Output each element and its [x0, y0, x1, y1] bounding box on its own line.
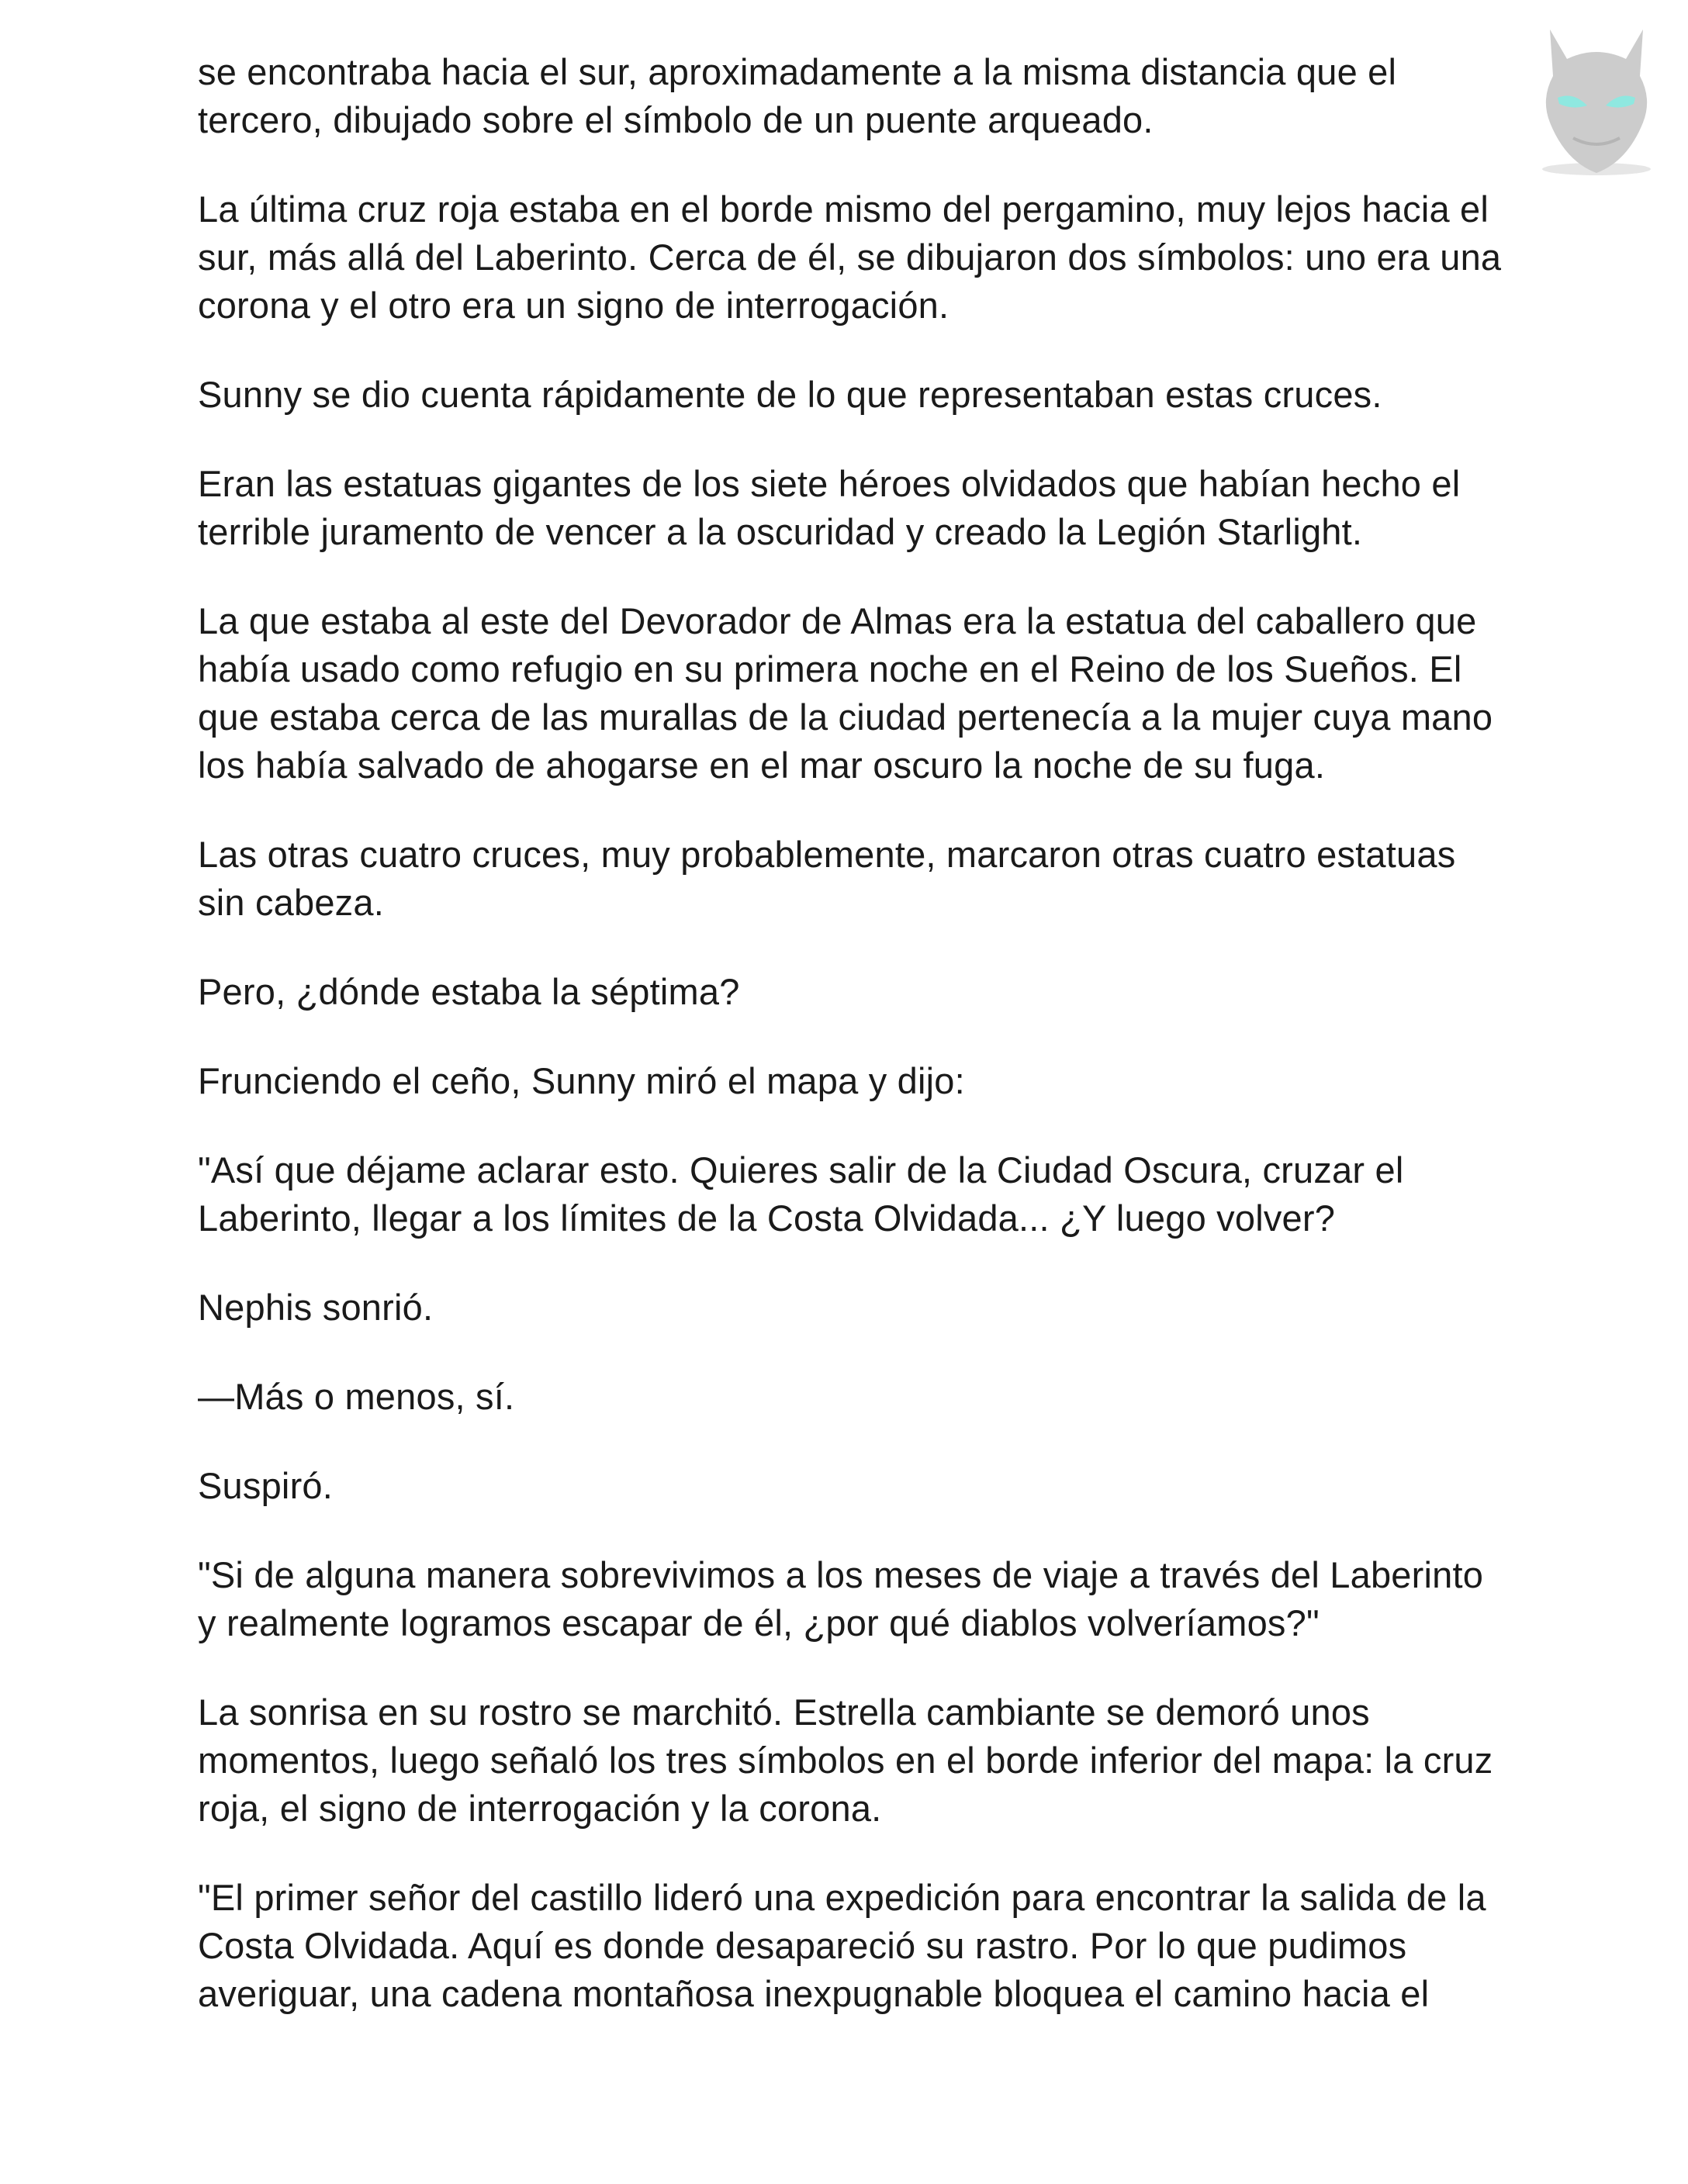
paragraph: La última cruz roja estaba en el borde mismo del pergamino, muy lejos hacia el sur, más allá del Laberinto. Cerca de él, se dibujaron dos símbolos: uno era una corona y el otro era un signo de interrogación.: [198, 188, 1502, 326]
paragraph: se encontraba hacia el sur, aproximadamente a la misma distancia que el tercero, dibujado sobre el símbolo de un puente arqueado.: [198, 51, 1397, 140]
paragraph: Frunciendo el ceño, Sunny miró el mapa y dijo:: [198, 1060, 965, 1101]
paragraph: Las otras cuatro cruces, muy probablemente, marcaron otras cuatro estatuas sin cabeza.: [198, 834, 1456, 923]
document-body: [198, 48, 1509, 2059]
paragraph: Pero, ¿dónde estaba la séptima?: [198, 971, 740, 1012]
paragraph: Suspiró.: [198, 1465, 334, 1506]
paragraph: —Más o menos, sí.: [198, 1376, 515, 1417]
paragraph: Eran las estatuas gigantes de los siete héroes olvidados que habían hecho el terrible juramento de vencer a la oscuridad y creado la Legión Starlight.: [198, 463, 1461, 552]
paragraph: La sonrisa en su rostro se marchitó. Estrella cambiante se demoró unos momentos, luego señaló los tres símbolos en el borde inferior del mapa: la cruz roja, el signo de interrogación y la corona.: [198, 1692, 1493, 1829]
paragraph: Sunny se dio cuenta rápidamente de lo que representaban estas cruces.: [198, 374, 1382, 415]
paragraph: Nephis sonrió.: [198, 1287, 434, 1328]
demon-head-logo-icon: [1519, 14, 1674, 185]
paragraph: La que estaba al este del Devorador de Almas era la estatua del caballero que había usado como refugio en su primera noche en el Reino de los Sueños. El que estaba cerca de las murallas de la ciudad pertenecía a la mujer cuya mano los había salvado de ahogarse en el mar oscuro la noche de su fuga.: [198, 600, 1493, 786]
demon-head-icon: [1519, 14, 1674, 185]
paragraph: "El primer señor del castillo lideró una expedición para encontrar la salida de la Costa Olvidada. Aquí es donde desapareció su rastro. Por lo que pudimos averiguar, una cadena montañosa inexpugnable bloquea el camino hacia el: [198, 1877, 1486, 2014]
paragraph: "Así que déjame aclarar esto. Quieres salir de la Ciudad Oscura, cruzar el Laberinto, llegar a los límites de la Costa Olvidada... ¿Y luego volver?: [198, 1149, 1404, 1239]
paragraph: "Si de alguna manera sobrevivimos a los meses de viaje a través del Laberinto y realmente logramos escapar de él, ¿por qué diablos volveríamos?": [198, 1554, 1484, 1643]
